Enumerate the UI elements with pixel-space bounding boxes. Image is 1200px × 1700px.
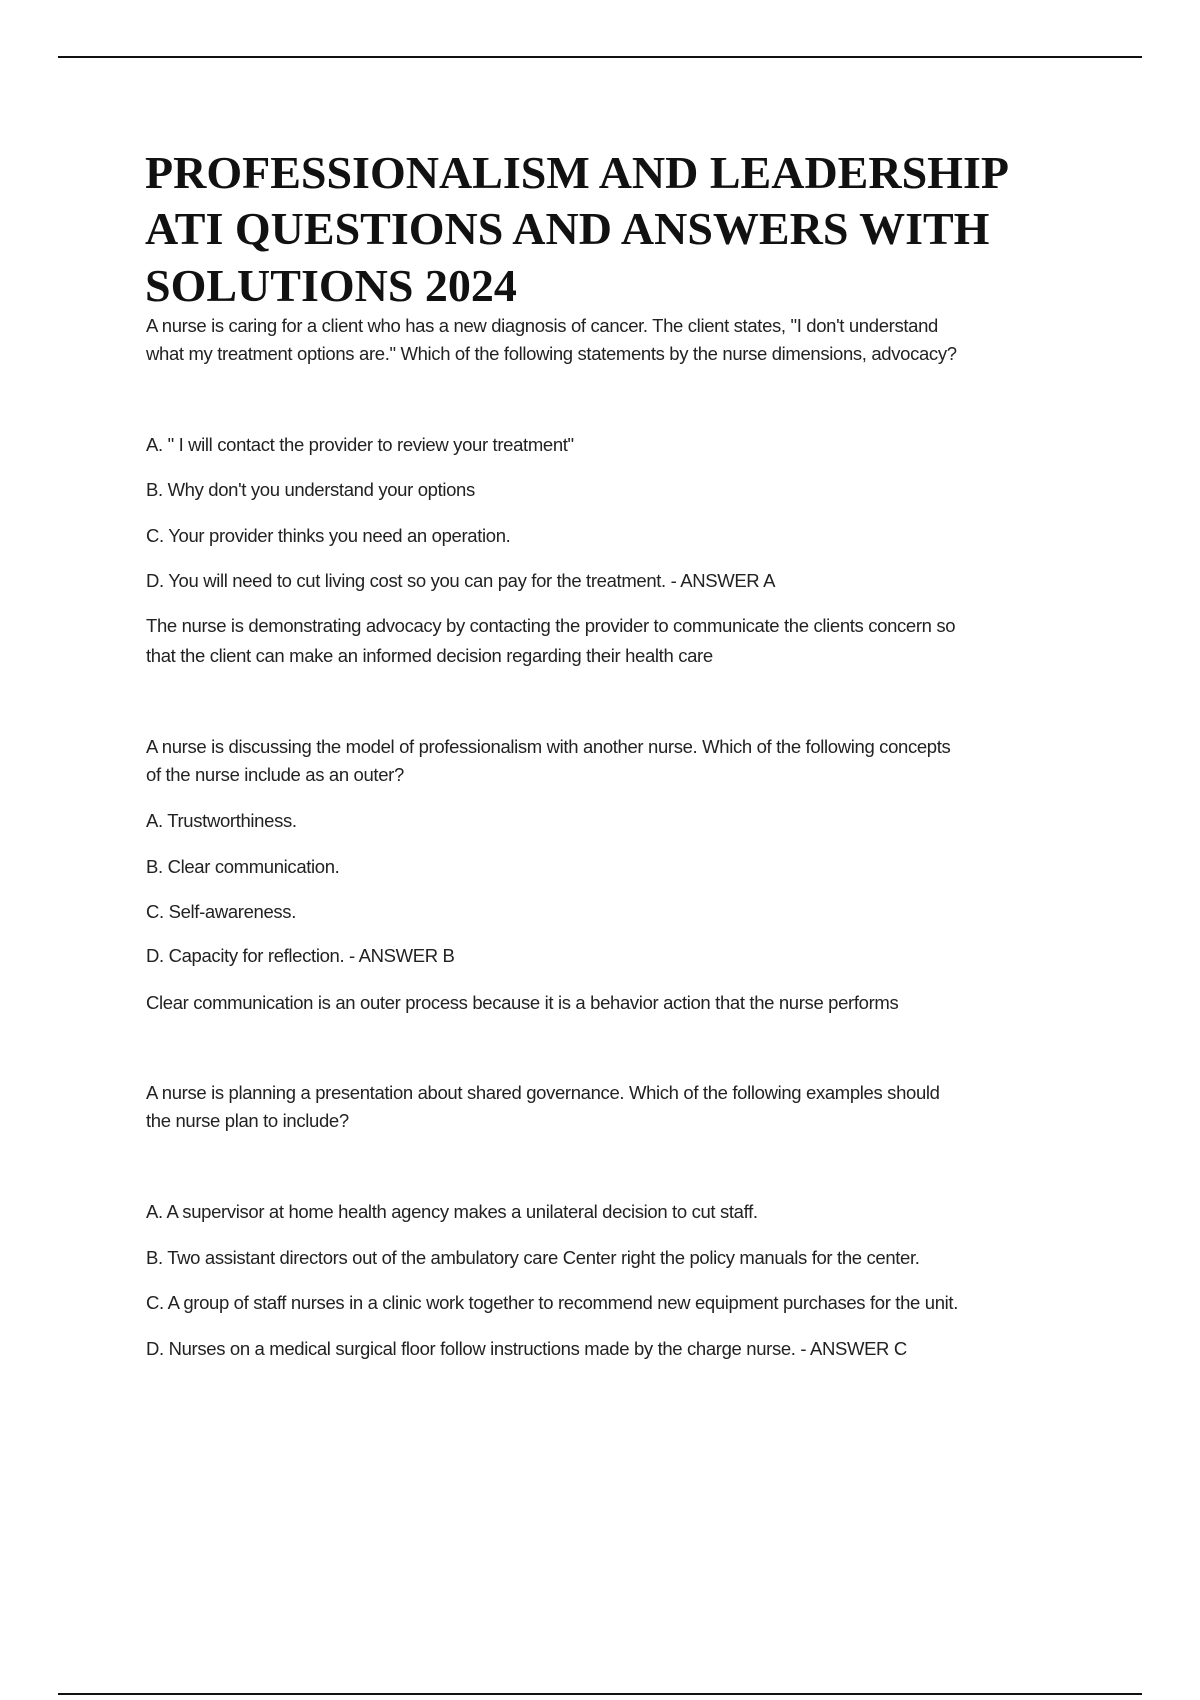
question-3-option-b: B. Two assistant directors out of the ambulatory care Center right the policy manuals for the center. bbox=[146, 1247, 920, 1268]
bottom-divider bbox=[58, 1693, 1142, 1695]
question-2-option-c: C. Self-awareness. bbox=[146, 901, 296, 922]
question-1-stem-line: A nurse is caring for a client who has a new diagnosis of cancer. The client states, "I don't understand bbox=[146, 315, 938, 336]
question-3-option-c: C. A group of staff nurses in a clinic work together to recommend new equipment purchases for the unit. bbox=[146, 1292, 958, 1313]
title-line-3: SOLUTIONS 2024 bbox=[145, 260, 517, 311]
question-3-stem-line: the nurse plan to include? bbox=[146, 1110, 349, 1131]
question-1-option-a: A. " I will contact the provider to review your treatment" bbox=[146, 434, 574, 455]
question-1-stem-line: what my treatment options are." Which of the following statements by the nurse dimensions, advocacy? bbox=[146, 343, 957, 364]
question-3-option-d: D. Nurses on a medical surgical floor follow instructions made by the charge nurse. - ANSWER C bbox=[146, 1338, 907, 1359]
question-3-option-a: A. A supervisor at home health agency makes a unilateral decision to cut staff. bbox=[146, 1201, 758, 1222]
title-line-1: PROFESSIONALISM AND LEADERSHIP bbox=[145, 147, 1009, 198]
question-1-option-d: D. You will need to cut living cost so you can pay for the treatment. - ANSWER A bbox=[146, 570, 776, 591]
question-2-rationale: Clear communication is an outer process because it is a behavior action that the nurse performs bbox=[146, 992, 899, 1013]
top-divider bbox=[58, 56, 1142, 58]
question-1-option-b: B. Why don't you understand your options bbox=[146, 479, 475, 500]
question-2-option-a: A. Trustworthiness. bbox=[146, 810, 297, 831]
question-1-rationale: that the client can make an informed decision regarding their health care bbox=[146, 645, 713, 666]
question-1-rationale: The nurse is demonstrating advocacy by contacting the provider to communicate the clients concern so bbox=[146, 615, 956, 636]
question-2-option-b: B. Clear communication. bbox=[146, 856, 340, 877]
question-3-stem-line: A nurse is planning a presentation about shared governance. Which of the following examples should bbox=[146, 1082, 940, 1103]
question-2-stem-line: A nurse is discussing the model of professionalism with another nurse. Which of the following concepts bbox=[146, 736, 951, 757]
question-2-stem-line: of the nurse include as an outer? bbox=[146, 764, 404, 785]
title-line-2: ATI QUESTIONS AND ANSWERS WITH bbox=[145, 203, 990, 254]
question-2-option-d: D. Capacity for reflection. - ANSWER B bbox=[146, 945, 455, 966]
question-1-option-c: C. Your provider thinks you need an operation. bbox=[146, 525, 511, 546]
